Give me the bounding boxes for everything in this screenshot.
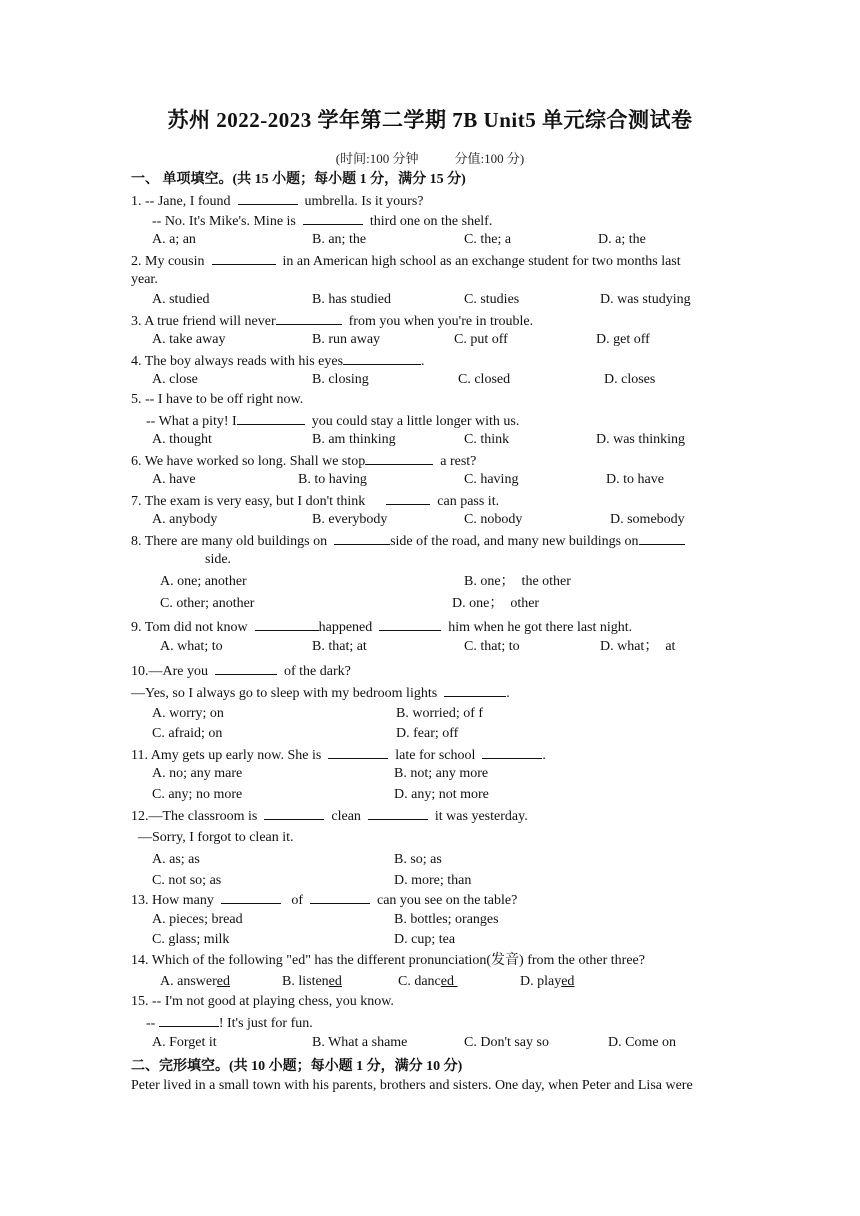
q6-option-a: A. have [152, 472, 196, 487]
cloze-passage: Peter lived in a small town with his parents, brothers and sisters. One day, when Peter and Lisa were [131, 1078, 693, 1093]
question-5-reply: -- What a pity! I you could stay a little longer with us. [146, 411, 519, 431]
question-12-reply: —Sorry, I forgot to clean it. [138, 830, 294, 845]
q10-option-c: C. afraid; on [152, 726, 223, 741]
question-14-stem: 14. Which of the following "ed" has the different pronunciation(发音) from the other three? [131, 953, 645, 968]
question-5-stem: 5. -- I have to be off right now. [131, 392, 304, 407]
q15-option-a: A. Forget it [152, 1035, 217, 1050]
q12-option-a: A. as; as [152, 852, 200, 867]
q14-option-a: A. answered [160, 974, 230, 989]
q9-option-b: B. that; at [312, 639, 367, 654]
q9-option-d: D. what； at [600, 639, 676, 654]
q8-option-a: A. one; another [160, 574, 247, 589]
q9-option-c: C. that; to [464, 639, 520, 654]
q8-option-b: B. one； the other [464, 574, 571, 589]
q7-option-c: C. nobody [464, 512, 523, 527]
question-7-stem: 7. The exam is very easy, but I don't think can pass it. [131, 491, 499, 511]
section-2-heading: 二、完形填空。(共 10 小题；每小题 1 分，满分 10 分) [131, 1059, 463, 1074]
q6-option-c: C. having [464, 472, 519, 487]
q1-option-c: C. the; a [464, 232, 512, 247]
question-8-stem-cont: side. [205, 552, 232, 567]
q4-option-d: D. closes [604, 372, 656, 387]
q15-option-b: B. What a shame [312, 1035, 408, 1050]
q3-option-d: D. get off [596, 332, 650, 347]
q9-option-a: A. what; to [160, 639, 223, 654]
q10-option-b: B. worried; of f [396, 706, 484, 721]
question-10-reply: —Yes, so I always go to sleep with my bedroom lights . [131, 683, 510, 703]
q12-option-b: B. so; as [394, 852, 442, 867]
q13-option-c: C. glass; milk [152, 932, 230, 947]
exam-subtitle [0, 148, 860, 167]
question-1-stem: 1. -- Jane, I found umbrella. Is it yours? [131, 191, 424, 211]
q1-option-a: A. a; an [152, 232, 196, 247]
q11-option-d: D. any; not more [394, 787, 489, 802]
question-15-reply: -- ! It's just for fun. [146, 1013, 313, 1033]
q3-option-a: A. take away [152, 332, 226, 347]
q1-option-b: B. an; the [312, 232, 367, 247]
q2-option-b: B. has studied [312, 292, 391, 307]
question-8-stem: 8. There are many old buildings on side of the road, and many new buildings on [131, 531, 685, 551]
question-10-stem: 10.—Are you of the dark? [131, 661, 351, 681]
q3-option-c: C. put off [454, 332, 508, 347]
q4-option-a: A. close [152, 372, 198, 387]
q5-option-a: A. thought [152, 432, 212, 447]
question-6-stem: 6. We have worked so long. Shall we stop a rest? [131, 451, 476, 471]
q7-option-b: B. everybody [312, 512, 388, 527]
q10-option-a: A. worry; on [152, 706, 224, 721]
exam-title: 苏州 2022-2023 学年第二学期 7B Unit5 单元综合测试卷 [167, 108, 693, 132]
q2-option-a: A. studied [152, 292, 210, 307]
q12-option-c: C. not so; as [152, 873, 222, 888]
q14-option-c: C. danced [398, 974, 458, 989]
q11-option-c: C. any; no more [152, 787, 243, 802]
q15-option-c: C. Don't say so [464, 1035, 549, 1050]
q4-option-b: B. closing [312, 372, 369, 387]
q12-option-d: D. more; than [394, 873, 472, 888]
question-2-stem: 2. My cousin in an American high school as an exchange student for two months last [131, 251, 681, 271]
section-1-heading: 一、 单项填空。(共 15 小题；每小题 1 分，满分 15 分) [131, 172, 466, 187]
q6-option-d: D. to have [606, 472, 664, 487]
q4-option-c: C. closed [458, 372, 511, 387]
question-3-stem: 3. A true friend will never from you when you're in trouble. [131, 311, 533, 331]
q5-option-c: C. think [464, 432, 510, 447]
q10-option-d: D. fear; off [396, 726, 459, 741]
question-13-stem: 13. How many of can you see on the table? [131, 890, 517, 910]
exam-time: (时间:100 分钟 [335, 151, 419, 166]
question-12-stem: 12.—The classroom is clean it was yesterday. [131, 806, 528, 826]
q6-option-b: B. to having [298, 472, 367, 487]
question-1-reply: -- No. It's Mike's. Mine is third one on the shelf. [152, 211, 492, 231]
q11-option-a: A. no; any mare [152, 766, 243, 781]
q5-option-b: B. am thinking [312, 432, 396, 447]
q15-option-d: D. Come on [608, 1035, 677, 1050]
q1-option-d: D. a; the [598, 232, 646, 247]
q13-option-a: A. pieces; bread [152, 912, 243, 927]
q8-option-d: D. one； other [452, 596, 540, 611]
q7-option-a: A. anybody [152, 512, 218, 527]
question-11-stem: 11. Amy gets up early now. She is late for school . [131, 745, 546, 765]
q14-option-d: D. played [520, 974, 575, 989]
exam-score: 分值:100 分) [454, 151, 525, 166]
q13-option-b: B. bottles; oranges [394, 912, 499, 927]
question-15-stem: 15. -- I'm not good at playing chess, you know. [131, 994, 394, 1009]
q3-option-b: B. run away [312, 332, 381, 347]
question-2-stem-cont: year. [131, 272, 158, 287]
q11-option-b: B. not; any more [394, 766, 489, 781]
q8-option-c: C. other; another [160, 596, 255, 611]
q5-option-d: D. was thinking [596, 432, 686, 447]
question-4-stem: 4. The boy always reads with his eyes . [131, 351, 425, 371]
q7-option-d: D. somebody [610, 512, 685, 527]
q13-option-d: D. cup; tea [394, 932, 456, 947]
q14-option-b: B. listened [282, 974, 342, 989]
q2-option-d: D. was studying [600, 292, 691, 307]
question-9-stem: 9. Tom did not know happened him when he got there last night. [131, 617, 632, 637]
q2-option-c: C. studies [464, 292, 520, 307]
